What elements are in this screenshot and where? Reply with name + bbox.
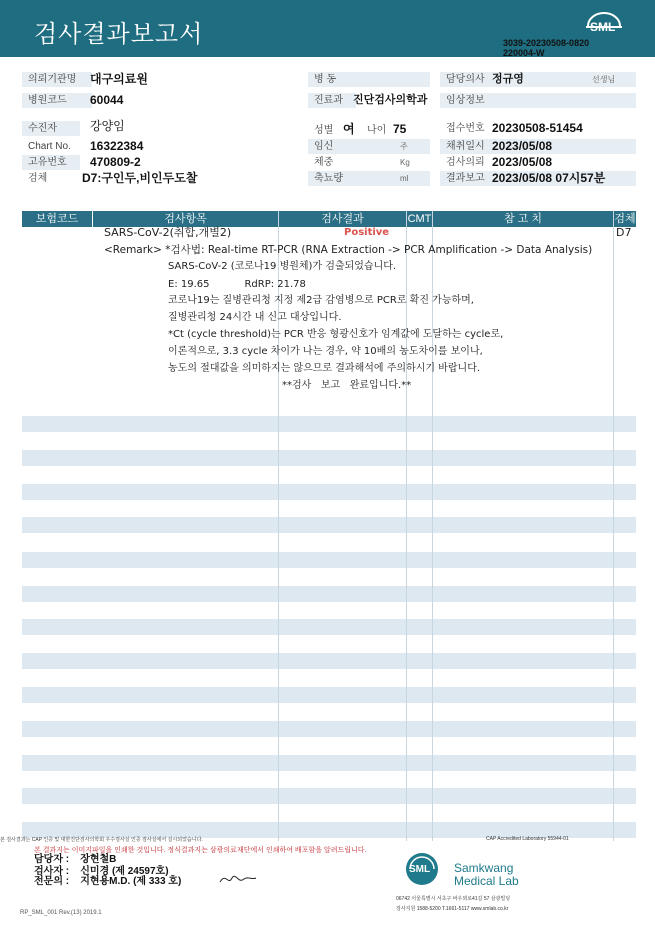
table-stripe	[22, 552, 636, 568]
receipt-label: 접수번호	[446, 123, 485, 134]
weight-unit: Kg	[400, 158, 410, 167]
dept-value: 진단검사의학과	[353, 94, 428, 106]
signature-icon	[218, 870, 258, 886]
remark-line: 이론적으로, 3.3 cycle 차이가 나는 경우, 약 10배의 농도차이를 보이나,	[168, 346, 483, 357]
column-divider	[613, 211, 614, 841]
pregnancy-unit: 주	[400, 142, 408, 151]
weight-label: 체중	[314, 157, 334, 168]
table-stripe	[22, 653, 636, 669]
age-value: 75	[393, 122, 407, 136]
pregnancy-label: 임신	[308, 139, 430, 154]
unique-no-value: 470809-2	[90, 155, 141, 169]
receipt-value: 20230508-51454	[492, 121, 583, 135]
company-address: 06742 서울특별시 서초구 바우뫼로41길 57 삼광빌딩	[396, 896, 511, 902]
table-stripe	[22, 619, 636, 635]
clinical-info-label: 임상정보	[440, 93, 636, 108]
dept-label: 진료과	[308, 93, 356, 108]
footer-logo-text: SML	[409, 864, 431, 875]
remark-line: SARS-CoV-2 (코로나19 병원체)가 검출되었습니다.	[168, 261, 397, 272]
company-name	[454, 862, 519, 888]
chart-no-value: 16322384	[90, 139, 144, 153]
remark-line: 코로나19는 질병관리청 지정 제2급 감염병으로 PCR로 확진 가능하며,	[168, 295, 474, 306]
remark-method: <Remark> *검사법: Real-time RT-PCR (RNA Extraction -> PCR Amplification -> Data Analysis)	[104, 244, 593, 256]
cap-accreditation: CAP Accredited Laboratory 55944-01	[486, 836, 569, 842]
remark-line: 질병관리청 24시간 내 신고 대상입니다.	[168, 312, 342, 323]
col-result: 검사결과	[279, 211, 406, 227]
report-date-value: 2023/05/08 07시57분	[492, 171, 606, 185]
hospital-code-label: 병원코드	[22, 93, 92, 108]
table-stripe	[22, 517, 636, 533]
document-number-line2: 220004-W	[503, 48, 545, 58]
sex-label: 성별	[314, 125, 334, 136]
requester-label: 의뢰기관명	[22, 72, 92, 87]
patient-name-label: 수진자	[22, 121, 80, 136]
table-stripe	[22, 484, 636, 500]
col-specimen: 검체	[614, 213, 636, 225]
sex-value: 여	[343, 122, 355, 136]
age-label: 나이	[367, 125, 387, 136]
collect-label: 채취일시	[440, 139, 636, 154]
company-name-line1: Samkwang	[454, 861, 514, 875]
company-name-line2: Medical Lab	[454, 874, 519, 888]
report-date-label: 결과보고	[440, 171, 636, 186]
specimen-code: D7	[616, 226, 632, 239]
request-label: 검사의뢰	[446, 157, 485, 168]
remark-line: *Ct (cycle threshold)는 PCR 반응 형광신호가 임계값에 도달하는 cycle로,	[168, 329, 504, 340]
doctor-label: 담당의사	[440, 72, 491, 87]
print-notice: 본 결과지는 이미지파일을 인쇄한 것입니다. 정식결과지는 삼광의료재단에서 인쇄하여 배포함을 알려드립니다.	[34, 847, 367, 854]
header-logo-text: SML	[590, 20, 616, 34]
collect-value: 2023/05/08	[492, 139, 553, 153]
col-test-item: 검사항목	[93, 211, 278, 227]
doctor-value: 정규영	[492, 73, 524, 85]
chart-no-label: Chart No.	[28, 141, 71, 152]
certification-note: 본 검사결과는 CAP 인증 및 대한진단검사의학회 우수검사실 인증 검사실에서 실시되었습니다.	[0, 837, 203, 843]
col-insurance-code: 보험코드	[22, 211, 92, 227]
hospital-code-value: 60044	[90, 93, 124, 107]
document-number	[503, 38, 589, 58]
urine-label: 축뇨량	[308, 171, 430, 186]
ward-label: 병 동	[308, 72, 430, 87]
table-stripe	[22, 788, 636, 804]
col-reference: 참 고 치	[433, 211, 613, 227]
table-stripe	[22, 450, 636, 466]
test-result: Positive	[344, 227, 390, 238]
remark-ct-values: E: 19.65 RdRP: 21.78	[168, 279, 306, 290]
tester-line: 검사자 : 신미경 (제 24597호)	[34, 866, 169, 877]
table-stripe	[22, 586, 636, 602]
specimen-value: D7:구인두,비인두도찰	[82, 171, 198, 185]
urine-unit: ml	[400, 174, 409, 183]
manager-line: 담당자 : 장현철B	[34, 854, 117, 865]
report-title: 검사결과보고서	[34, 20, 204, 48]
unique-no-label: 고유번호	[22, 155, 80, 170]
test-name: SARS-CoV-2(취합,개별2)	[104, 226, 232, 239]
requester-value: 대구의료원	[90, 72, 148, 86]
remark-line: 농도의 절대값을 의미하지는 않으므로 결과해석에 주의하시기 바랍니다.	[168, 363, 481, 374]
table-stripe	[22, 755, 636, 771]
table-stripe	[22, 721, 636, 737]
table-stripe	[22, 687, 636, 703]
specialist-line: 전문의 : 지현용M.D. (제 333 호)	[34, 876, 182, 887]
col-cmt: CMT	[407, 213, 432, 225]
doctor-suffix: 선생님	[592, 75, 616, 84]
patient-name-value: 강양임	[90, 119, 125, 133]
request-value: 2023/05/08	[492, 155, 553, 169]
document-number-line1: 3039-20230508-0820	[503, 38, 590, 48]
form-number: RP_SML_001 Rev.(13) 2019.1	[20, 910, 102, 916]
table-stripe	[22, 416, 636, 432]
report-complete-text: **검사 보고 완료입니다.**	[282, 380, 412, 391]
specimen-label: 검체	[28, 173, 48, 184]
company-contact: 검사지원 1588-5200 T.1661-5117 www.smlab.co.kr	[396, 906, 509, 912]
